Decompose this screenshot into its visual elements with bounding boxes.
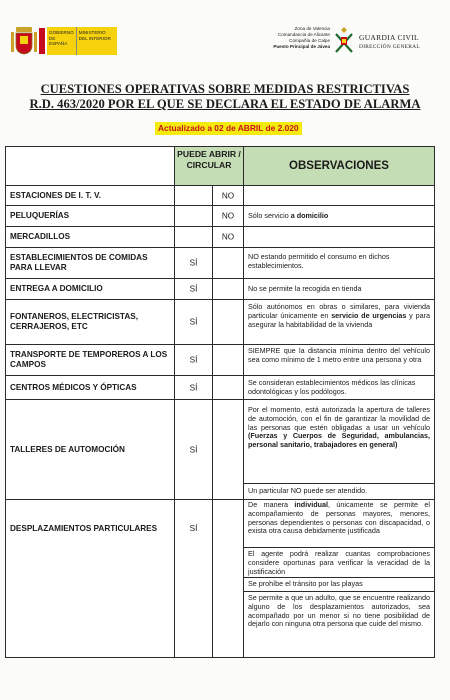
obs-part: Sólo servicio: [248, 211, 291, 220]
table-row: [5, 499, 435, 658]
observation-text: Un particular NO puede ser atendido.: [248, 486, 368, 495]
no-cell: [212, 344, 244, 376]
unit-address: [250, 26, 330, 50]
header-puede-cell: [174, 146, 244, 186]
obs-cell: [243, 247, 435, 279]
header-blank-cell: [5, 146, 175, 186]
si-mark: SÍ: [189, 258, 198, 268]
activity-label: ESTABLECIMIENTOS DE COMIDAS PARA LLEVAR: [10, 253, 148, 272]
unit-line: Compañía de Calpe: [289, 38, 330, 43]
observation-text: [248, 303, 430, 329]
letterhead: [0, 0, 450, 72]
si-cell: [174, 399, 213, 500]
unit-line: Comandancia de Alicante: [277, 32, 330, 37]
observation-text: Se consideran establecimientos médicos las clínicas odontológicas y los podólogos.: [248, 378, 416, 396]
observation-text: NO estando permitido el consumo en dichos establecimientos.: [248, 252, 390, 270]
observation-text: Se permite a que un adulto, que se encuentre realizando alguno de los desplazamientos autorizados, sea acompañado por un menor si no tiene posibilidad de dejarlo con ninguna otra persona que cuide del mismo.: [248, 593, 430, 629]
spain-coat-of-arms-icon: [11, 27, 37, 55]
obs-cell: [243, 375, 435, 400]
si-mark: SÍ: [189, 445, 198, 454]
obs-cell: [243, 205, 435, 227]
si-cell: [174, 205, 213, 227]
si-cell: [174, 278, 213, 300]
obs-bold: individual: [294, 500, 328, 509]
si-cell: [174, 375, 213, 400]
guardia-civil-wordmark: [359, 33, 420, 50]
activity-cell: [5, 299, 175, 345]
activity-label: FONTANEROS, ELECTRICISTAS, CERRAJEROS, ETC: [10, 312, 138, 331]
unit-line: Zona de Valencia: [294, 26, 330, 31]
observation-text: El agente podrá realizar cuantas comprobaciones considere oportunas para verificar la veracidad de la justificación: [248, 549, 430, 576]
no-mark: NO: [221, 211, 235, 221]
obs-part: De manera: [248, 500, 295, 509]
obs-cell: [243, 278, 435, 300]
document-title: [0, 82, 450, 112]
gobierno-label: GOBIERNO DE ESPAÑA: [47, 27, 77, 55]
obs-bold: (Fuerzas y Cuerpos de Seguridad, ambulancias, personal sanitario, trabajadores en general): [248, 431, 430, 450]
no-cell: [212, 375, 244, 400]
si-mark: SÍ: [189, 383, 198, 392]
table-row: [5, 247, 435, 279]
obs-bold: a domicilio: [290, 211, 329, 220]
obs-divider: [243, 547, 435, 548]
no-cell: [212, 399, 244, 500]
activity-label: CENTROS MÉDICOS Y ÓPTICAS: [10, 382, 137, 392]
activity-label: ESTACIONES DE I. T. V.: [10, 190, 101, 200]
table-row: [5, 278, 435, 300]
obs-divider: [243, 483, 435, 484]
activity-cell: [5, 499, 175, 658]
header-obs-cell: [243, 146, 435, 186]
title-line-2: R.D. 463/2020 POR EL QUE SE DECLARA EL ESTADO DE ALARMA: [29, 97, 421, 111]
si-cell: [174, 299, 213, 345]
obs-part: y para asegurar la habitabilidad de la vivienda: [248, 310, 430, 329]
no-mark: NO: [221, 232, 235, 242]
obs-cell: [243, 399, 435, 500]
no-cell: [212, 205, 244, 227]
obs-part: Por el momento, está autorizada la apertura de talleres de automoción, con el fin de garantizar la movilidad de las personas que estén obligadas a usar un vehículo: [248, 405, 430, 432]
activity-cell: [5, 226, 175, 248]
activity-label: ENTREGA A DOMICILIO: [10, 284, 103, 293]
table-row: [5, 226, 435, 248]
gobierno-logo: [9, 27, 117, 55]
no-cell: [212, 226, 244, 248]
no-cell: [212, 247, 244, 279]
header-puede-label: PUEDE ABRIR / CIRCULAR: [177, 149, 241, 170]
obs-part: , únicamente se permite el acompañamiento de personas mayores, menores, personas dependientes o personas con discapacidad, o exista otra causa debidamente justificada: [248, 500, 430, 536]
no-cell: [212, 299, 244, 345]
si-mark: SÍ: [189, 284, 198, 294]
gobierno-text-block: [47, 27, 117, 55]
activity-label: PELUQUERÍAS: [10, 211, 70, 220]
si-cell: [174, 499, 213, 658]
activity-cell: [5, 185, 175, 206]
si-cell: [174, 247, 213, 279]
obs-cell: [243, 226, 435, 248]
obs-cell: [243, 185, 435, 206]
table-row: [5, 344, 435, 376]
si-cell: [174, 344, 213, 376]
title-line-1: CUESTIONES OPERATIVAS SOBRE MEDIDAS RESTRICTIVAS: [40, 82, 410, 96]
table-row: [5, 185, 435, 206]
table-row: [5, 375, 435, 400]
observation-text: [248, 406, 430, 450]
gc-subtitle: DIRECCIÓN GENERAL: [359, 44, 420, 50]
obs-bold: servicio de urgencias: [331, 310, 407, 320]
table-row: [5, 205, 435, 227]
obs-cell: [243, 344, 435, 376]
si-cell: [174, 185, 213, 206]
observation-text: No se permite la recogida en tienda: [248, 284, 362, 293]
flag-stripe: [39, 28, 45, 54]
header-obs-label: OBSERVACIONES: [289, 160, 389, 172]
activity-cell: [5, 375, 175, 400]
obs-cell: [243, 499, 435, 658]
activity-cell: [5, 278, 175, 300]
table-row: [5, 299, 435, 345]
si-mark: SÍ: [189, 317, 198, 327]
obs-divider: [243, 591, 435, 592]
obs-cell: [243, 299, 435, 345]
guardia-civil-emblem-icon: [333, 26, 355, 54]
observation-text: Se prohíbe el tránsito por las playas: [248, 579, 363, 588]
activity-label: MERCADILLOS: [10, 232, 71, 241]
obs-divider: [243, 577, 435, 578]
activity-cell: [5, 399, 175, 500]
observation-text: [248, 212, 430, 221]
table-header-row: [5, 146, 435, 186]
updated-date-label: Actualizado a 02 de ABRIL de 2.020: [155, 122, 302, 135]
activity-cell: [5, 205, 175, 227]
no-cell: [212, 185, 244, 206]
obs-part: Sólo autónomos en obras o similares, para vivienda particular únicamente en: [248, 302, 430, 320]
ministerio-label: MINISTERIO DEL INTERIOR: [78, 30, 111, 41]
si-mark: SÍ: [189, 524, 198, 533]
activity-label: TRANSPORTE DE TEMPOREROS A LOS CAMPOS: [10, 350, 168, 369]
observation-text: SIEMPRE que la distancia mínima dentro del vehículo sea como mínimo de 1 metro entre una persona y otra: [248, 346, 430, 364]
activity-label: TALLERES DE AUTOMOCIÓN: [10, 444, 125, 454]
activity-label: DESPLAZAMIENTOS PARTICULARES: [10, 524, 158, 533]
si-mark: SÍ: [189, 355, 198, 365]
activity-cell: [5, 247, 175, 279]
si-cell: [174, 226, 213, 248]
no-cell: [212, 278, 244, 300]
no-mark: NO: [221, 191, 235, 200]
gc-title: GUARDIA CIVIL: [359, 33, 419, 42]
table-row: [5, 399, 435, 500]
activity-cell: [5, 344, 175, 376]
no-cell: [212, 499, 244, 658]
unit-line: Puesto Principal de Jávea: [273, 44, 330, 49]
observation-text: [248, 501, 430, 536]
